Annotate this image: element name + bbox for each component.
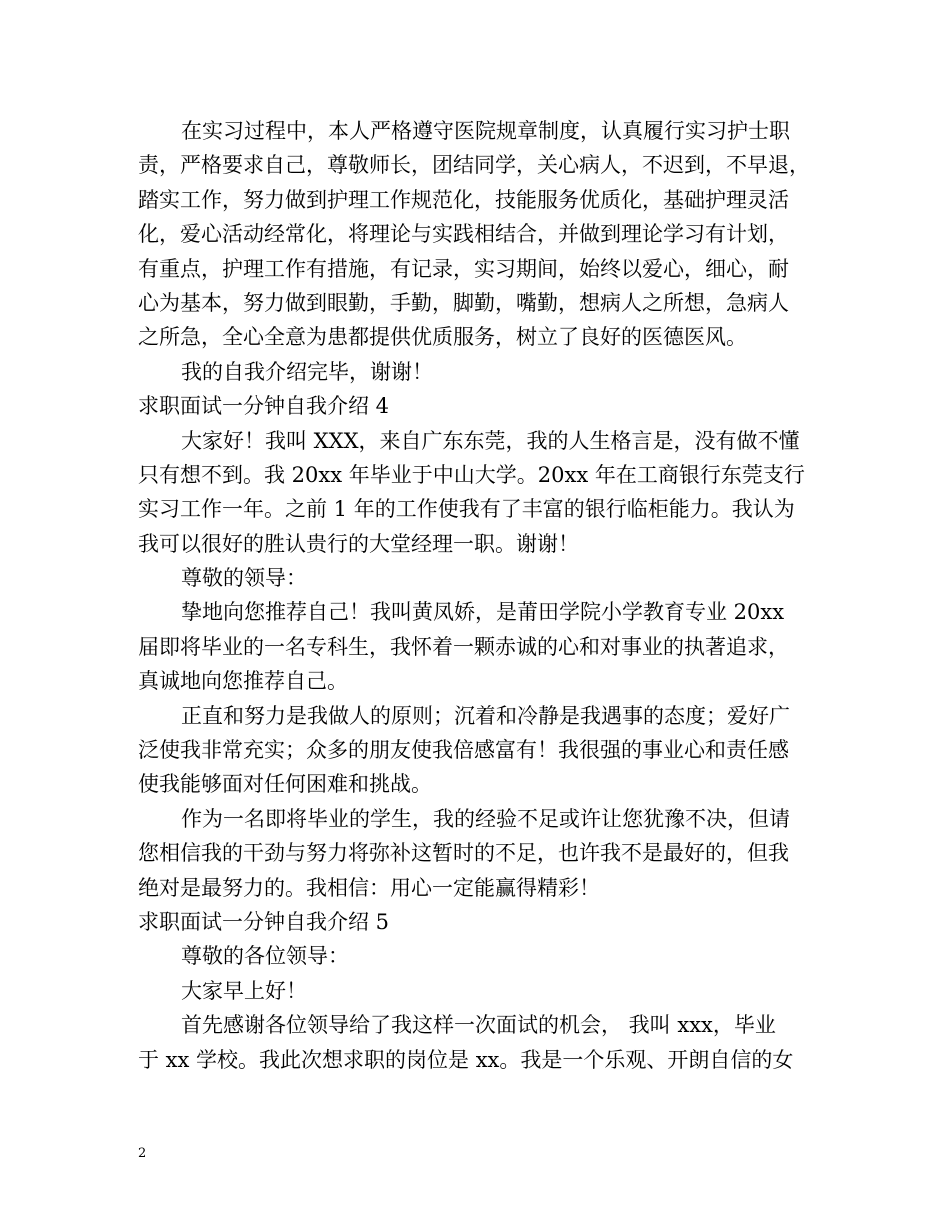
- text-line: 作为一名即将毕业的学生，我的经验不足或许让您犹豫不决，但请: [181, 806, 790, 831]
- text-line: 踏实工作，努力做到护理工作规范化，技能服务优质化，基础护理灵活: [138, 187, 789, 212]
- text-line: 泛使我非常充实；众多的朋友使我倍感富有！我很强的事业心和责任感: [138, 738, 789, 763]
- text-line: 正直和努力是我做人的原则；沉着和冷静是我遇事的态度；爱好广: [181, 703, 790, 728]
- text-line: 我可以很好的胜认贵行的大堂经理一职。谢谢！: [138, 531, 579, 556]
- text-line: 之所急，全心全意为患都提供优质服务，树立了良好的医德医风。: [138, 325, 747, 350]
- text-line: 实习工作一年。之前 1 年的工作使我有了丰富的银行临柜能力。我认为: [138, 497, 795, 522]
- text-line: 我的自我介绍完毕，谢谢！: [181, 359, 433, 384]
- text-line: 求职面试一分钟自我介绍 4: [138, 394, 390, 419]
- text-line: 有重点，护理工作有措施，有记录，实习期间，始终以爱心，细心，耐: [138, 256, 789, 281]
- document-body: [138, 114, 814, 1077]
- text-line: 绝对是最努力的。我相信：用心一定能赢得精彩！: [138, 875, 600, 900]
- text-line: 尊敬的领导：: [181, 566, 307, 591]
- text-line: 尊敬的各位领导：: [181, 944, 349, 969]
- text-line: 使我能够面对任何困难和挑战。: [138, 772, 432, 797]
- text-line: 首先感谢各位领导给了我这样一次面试的机会， 我叫 xxx，毕业: [181, 1013, 776, 1038]
- text-line: 真诚地向您推荐自己。: [138, 669, 348, 694]
- text-line: 心为基本，努力做到眼勤，手勤，脚勤，嘴勤，想病人之所想，急病人: [138, 290, 789, 315]
- text-line: 大家早上好！: [181, 978, 307, 1003]
- text-line: 求职面试一分钟自我介绍 5: [138, 909, 390, 934]
- text-line: 届即将毕业的一名专科生，我怀着一颗赤诚的心和对事业的执著追求，: [138, 634, 789, 659]
- text-line: 只有想不到。我 20xx 年毕业于中山大学。20xx 年在工商银行东莞支行: [138, 462, 805, 487]
- text-line: 您相信我的干劲与努力将弥补这暂时的不足，也许我不是最好的，但我: [138, 841, 789, 866]
- text-line: 化，爱心活动经常化，将理论与实践相结合，并做到理论学习有计划，: [138, 222, 789, 247]
- text-line: 挚地向您推荐自己！我叫黄凤娇，是莆田学院小学教育专业 20xx: [181, 600, 785, 625]
- text-line: 于 xx 学校。我此次想求职的岗位是 xx。我是一个乐观、开朗自信的女: [138, 1047, 794, 1072]
- text-line: 责，严格要求自己，尊敬师长，团结同学，关心病人，不迟到，不早退，: [138, 153, 810, 178]
- text-line: 大家好！我叫 XXX，来自广东东莞，我的人生格言是，没有做不懂: [181, 428, 800, 453]
- page-number: 2: [138, 1146, 147, 1161]
- text-line: 在实习过程中，本人严格遵守医院规章制度，认真履行实习护士职: [181, 119, 790, 143]
